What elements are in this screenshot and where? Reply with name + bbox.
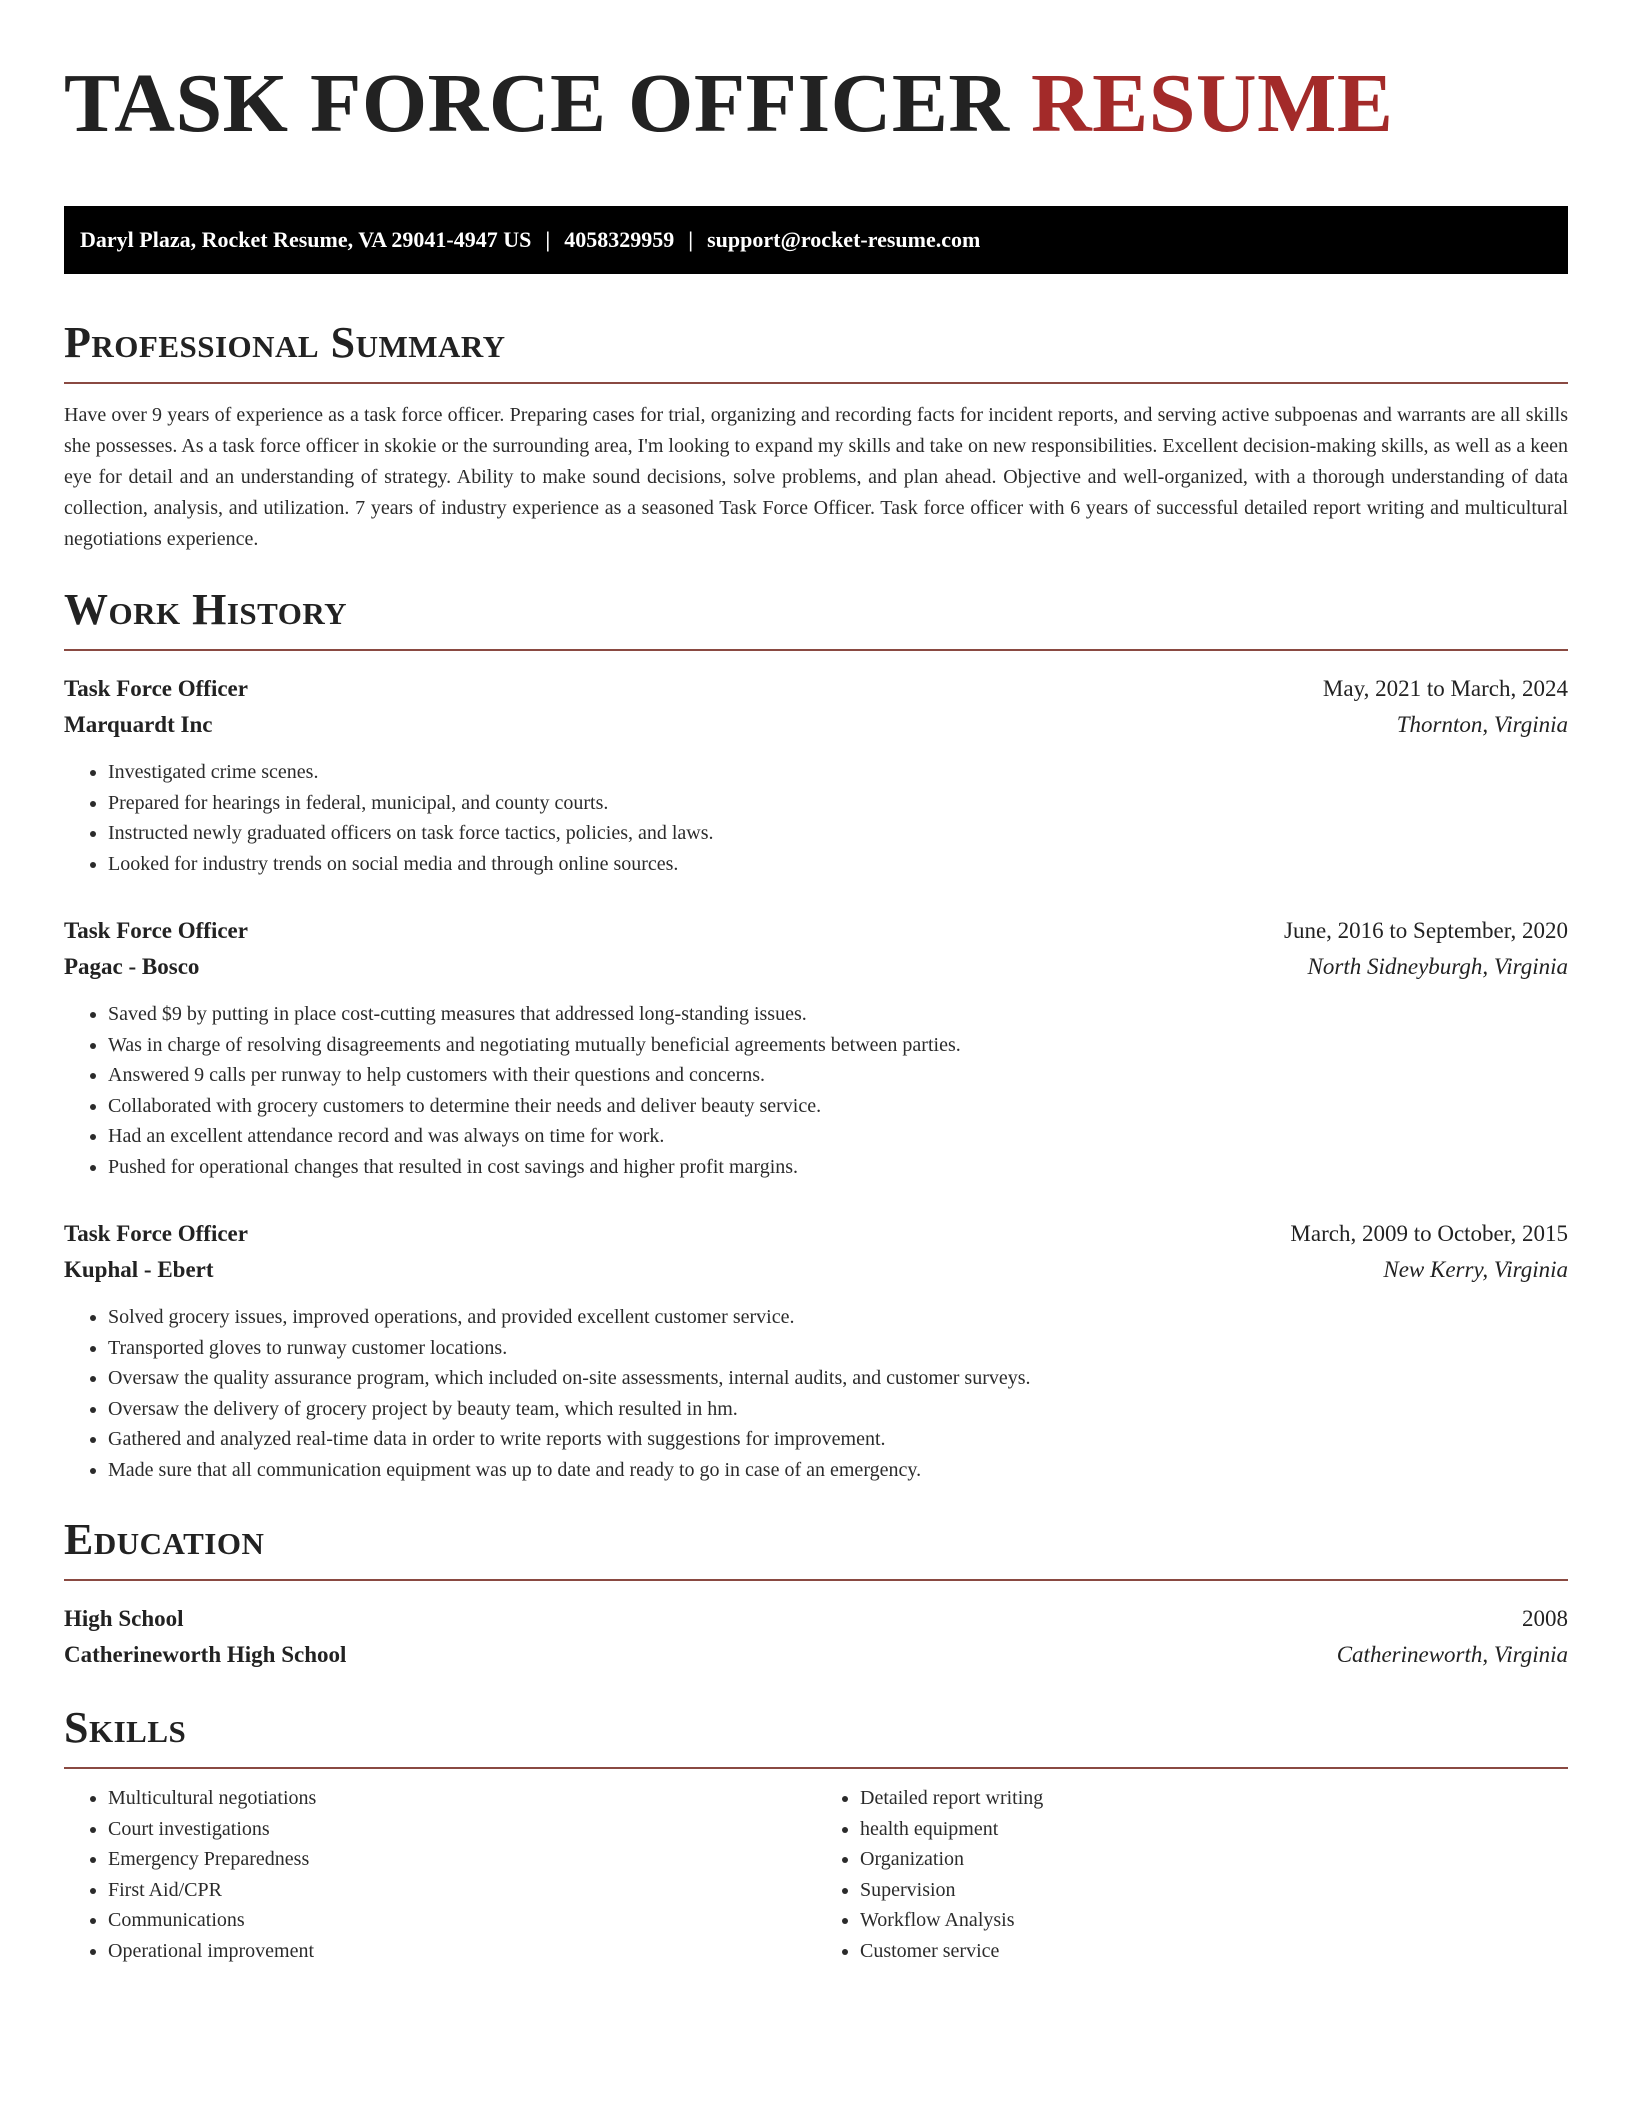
job-company-row bbox=[64, 949, 1568, 985]
skill-item: • First Aid/CPR bbox=[108, 1875, 816, 1906]
education-school: Catherineworth High School bbox=[64, 1642, 347, 1667]
summary-section bbox=[64, 318, 1568, 555]
contact-phone: 4058329959 bbox=[564, 227, 675, 252]
job-bullet: • Looked for industry trends on social media and through online sources. bbox=[108, 849, 1568, 880]
job-bullets bbox=[64, 999, 1568, 1182]
work-history-section bbox=[64, 585, 1568, 1485]
skill-item: • Emergency Preparedness bbox=[108, 1844, 816, 1875]
job-bullet: • Prepared for hearings in federal, municipal, and county courts. bbox=[108, 788, 1568, 819]
skill-item: • health equipment bbox=[860, 1814, 1568, 1845]
job-bullet: • Instructed newly graduated officers on task force tactics, policies, and laws. bbox=[108, 818, 1568, 849]
job-bullet: • Collaborated with grocery customers to determine their needs and deliver beauty service. bbox=[108, 1091, 1568, 1122]
education-location: Catherineworth, Virginia bbox=[1336, 1642, 1568, 1667]
work-history-heading: Work History bbox=[64, 585, 348, 634]
summary-heading: Professional Summary bbox=[64, 318, 506, 367]
skill-item: • Multicultural negotiations bbox=[108, 1783, 816, 1814]
job-header-row bbox=[64, 671, 1568, 707]
job-entry bbox=[64, 1216, 1568, 1485]
job-location: North Sidneyburgh, Virginia bbox=[1307, 954, 1568, 979]
job-bullet: • Investigated crime scenes. bbox=[108, 757, 1568, 788]
job-company: Kuphal - Ebert bbox=[64, 1257, 214, 1282]
skills-list bbox=[64, 1783, 816, 1966]
job-location: New Kerry, Virginia bbox=[1383, 1257, 1568, 1282]
job-entry bbox=[64, 913, 1568, 1182]
education-school-row bbox=[64, 1637, 1568, 1673]
job-company: Pagac - Bosco bbox=[64, 954, 200, 979]
skills-column-right bbox=[816, 1783, 1568, 1966]
skill-item: • Operational improvement bbox=[108, 1936, 816, 1967]
skill-item: • Communications bbox=[108, 1905, 816, 1936]
job-title: Task Force Officer bbox=[64, 676, 248, 701]
contact-email: support@rocket-resume.com bbox=[707, 227, 981, 252]
title-main: TASK FORCE OFFICER bbox=[64, 57, 1010, 150]
job-bullet: • Gathered and analyzed real-time data in order to write reports with suggestions for improvement. bbox=[108, 1424, 1568, 1455]
section-divider bbox=[64, 1767, 1568, 1769]
skills-list bbox=[816, 1783, 1568, 1966]
job-title: Task Force Officer bbox=[64, 1221, 248, 1246]
job-title: Task Force Officer bbox=[64, 918, 248, 943]
job-company-row bbox=[64, 1252, 1568, 1288]
job-header-row bbox=[64, 913, 1568, 949]
skill-item: • Supervision bbox=[860, 1875, 1568, 1906]
skills-column-left bbox=[64, 1783, 816, 1966]
education-header-row bbox=[64, 1601, 1568, 1637]
job-dates: March, 2009 to October, 2015 bbox=[1290, 1221, 1568, 1246]
job-bullet: • Saved $9 by putting in place cost-cutting measures that addressed long-standing issues. bbox=[108, 999, 1568, 1030]
skill-item: • Detailed report writing bbox=[860, 1783, 1568, 1814]
section-divider bbox=[64, 382, 1568, 384]
skill-item: • Court investigations bbox=[108, 1814, 816, 1845]
job-bullet: • Answered 9 calls per runway to help customers with their questions and concerns. bbox=[108, 1060, 1568, 1091]
skill-item: • Workflow Analysis bbox=[860, 1905, 1568, 1936]
section-divider bbox=[64, 1579, 1568, 1581]
job-bullet: • Had an excellent attendance record and was always on time for work. bbox=[108, 1121, 1568, 1152]
job-location: Thornton, Virginia bbox=[1396, 712, 1568, 737]
education-year: 2008 bbox=[1522, 1606, 1568, 1631]
education-entry bbox=[64, 1601, 1568, 1673]
contact-bar bbox=[64, 206, 1568, 274]
summary-text: Have over 9 years of experience as a task force officer. Preparing cases for trial, organizing and recording facts for incident reports, and serving active subpoenas and warrants are all skills she possesses. As a task force officer in skokie or the surrounding area, I'm looking to expand my skills and take on new responsibilities. Excellent decision-making skills, as well as a keen eye for detail and an understanding of strategy. Ability to make sound decisions, solve problems, and plan ahead. Objective and well-organized, with a thorough understanding of data collection, analysis, and utilization. 7 years of industry experience as a seasoned Task Force Officer. Task force officer with 6 years of successful detailed report writing and multicultural negotiations experience. bbox=[64, 404, 1568, 550]
job-header-row bbox=[64, 1216, 1568, 1252]
job-bullets bbox=[64, 1302, 1568, 1485]
education-degree: High School bbox=[64, 1606, 184, 1631]
contact-separator: | bbox=[545, 227, 551, 252]
resume-title bbox=[64, 54, 1568, 154]
skills-heading: Skills bbox=[64, 1703, 187, 1752]
education-section bbox=[64, 1515, 1568, 1673]
contact-separator: | bbox=[688, 227, 694, 252]
job-bullet: • Oversaw the delivery of grocery project by beauty team, which resulted in hm. bbox=[108, 1394, 1568, 1425]
title-accent: RESUME bbox=[1031, 57, 1394, 150]
skill-item: • Customer service bbox=[860, 1936, 1568, 1967]
job-bullet: • Transported gloves to runway customer locations. bbox=[108, 1333, 1568, 1364]
job-bullet: • Made sure that all communication equipment was up to date and ready to go in case of an emergency. bbox=[108, 1455, 1568, 1486]
section-divider bbox=[64, 649, 1568, 651]
job-bullet: • Solved grocery issues, improved operations, and provided excellent customer service. bbox=[108, 1302, 1568, 1333]
skills-section bbox=[64, 1703, 1568, 1966]
job-dates: May, 2021 to March, 2024 bbox=[1322, 676, 1568, 701]
job-bullet: • Pushed for operational changes that resulted in cost savings and higher profit margins. bbox=[108, 1152, 1568, 1183]
skill-item: • Organization bbox=[860, 1844, 1568, 1875]
job-bullet: • Oversaw the quality assurance program, which included on-site assessments, internal audits, and customer surveys. bbox=[108, 1363, 1568, 1394]
job-bullets bbox=[64, 757, 1568, 879]
job-entry bbox=[64, 671, 1568, 879]
job-bullet: • Was in charge of resolving disagreements and negotiating mutually beneficial agreements between parties. bbox=[108, 1030, 1568, 1061]
job-company: Marquardt Inc bbox=[64, 712, 213, 737]
contact-address: Daryl Plaza, Rocket Resume, VA 29041-4947 US bbox=[80, 227, 532, 252]
skills-columns bbox=[64, 1783, 1568, 1966]
education-heading: Education bbox=[64, 1515, 265, 1564]
job-dates: June, 2016 to September, 2020 bbox=[1284, 918, 1568, 943]
job-company-row bbox=[64, 707, 1568, 743]
